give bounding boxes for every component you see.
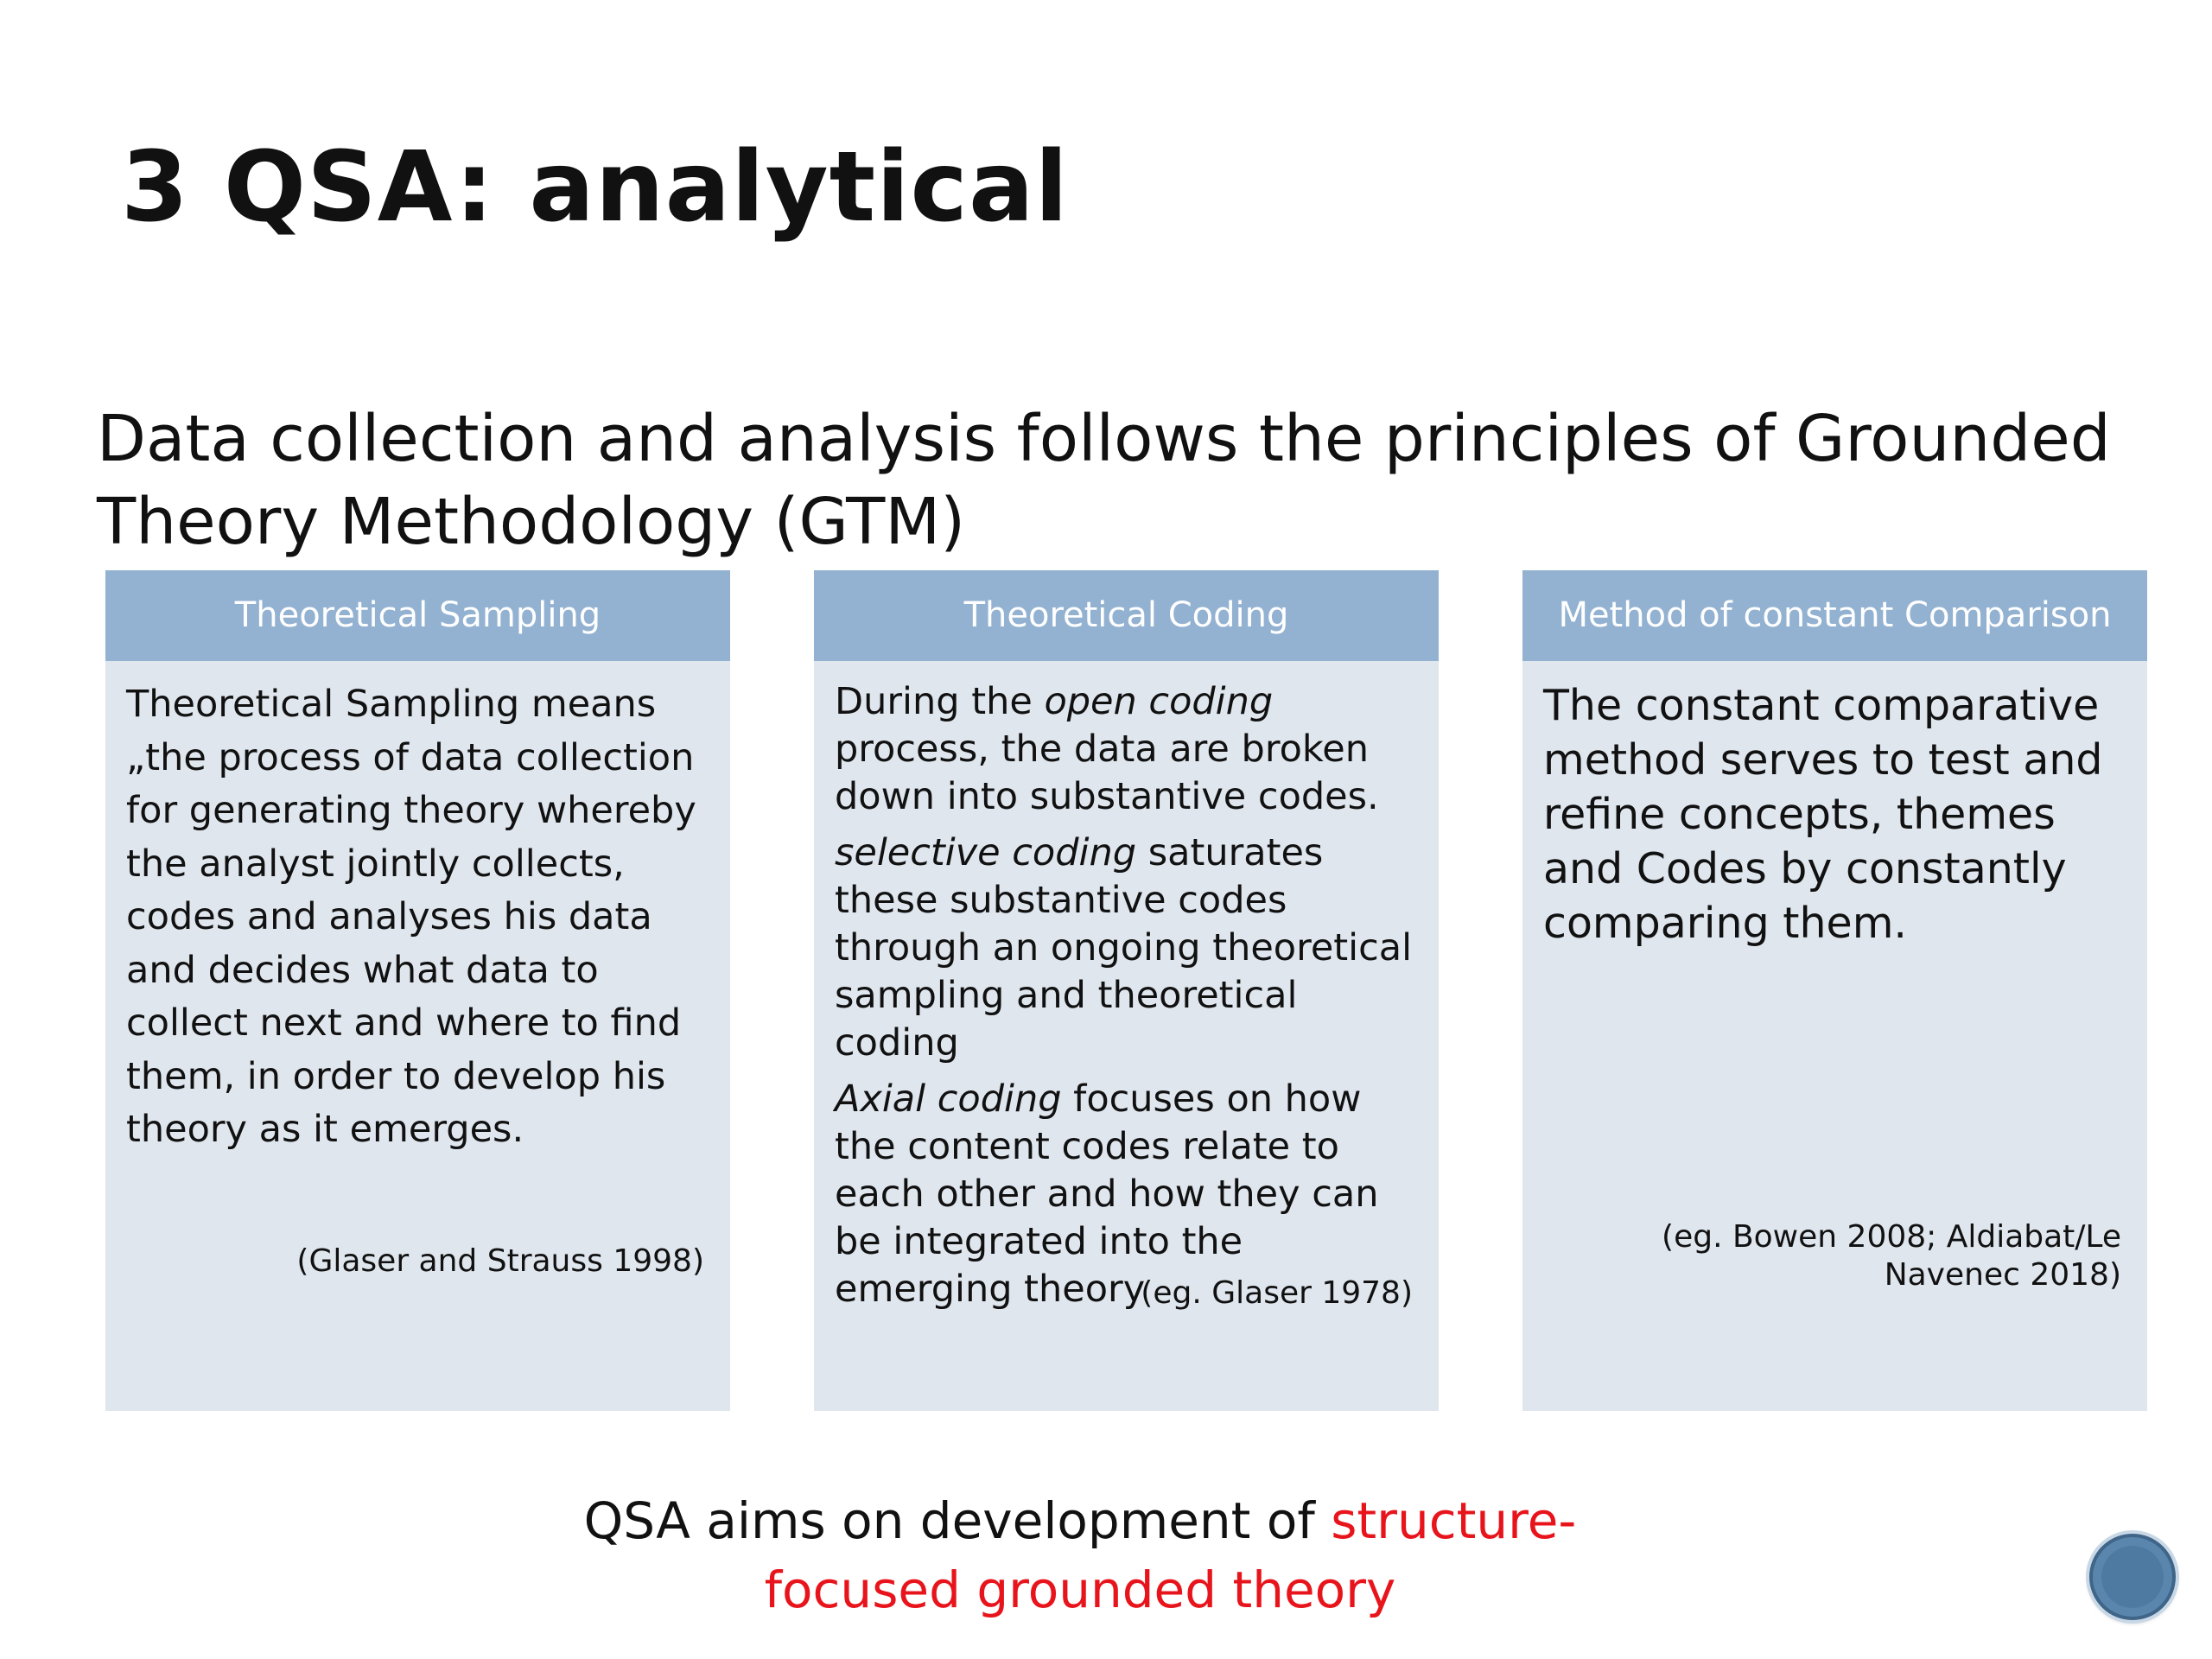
paragraph-open-coding — [835, 678, 1418, 821]
box-text: The constant comparative method serves to test and refine concepts, themes and Codes by constantly comparing them. — [1543, 681, 2103, 948]
text-fragment: process, the data are broken down into substantive codes. — [835, 728, 1379, 818]
term-axial-coding: Axial coding — [835, 1077, 1062, 1121]
box-header: Method of constant Comparison — [1522, 570, 2147, 661]
box-header: Theoretical Coding — [814, 570, 1439, 661]
box-theoretical-coding — [814, 570, 1439, 1411]
box-citation: (Glaser and Strauss 1998) — [296, 1243, 704, 1279]
text-fragment: focuses on how the content codes relate to each other and how they can be integrated into the emerging theory — [835, 1077, 1379, 1311]
box-body — [1543, 678, 2126, 950]
box-constant-comparison — [1522, 570, 2147, 1411]
box-header: Theoretical Sampling — [105, 570, 730, 661]
box-text: Theoretical Sampling means „the process of data collection for generating theory whereby the analyst jointly collects, codes and analyses his data and decides what data to collect next and where to find them, in order to develop his theory as it emerges. — [126, 683, 696, 1151]
circle-icon — [2101, 1546, 2164, 1608]
box-citation: (eg. Glaser 1978) — [1141, 1275, 1413, 1311]
slide-title: 3 QSA: analytical — [121, 131, 1069, 244]
footer-highlight: structure-focused grounded theory — [764, 1491, 1577, 1619]
box-citation: (eg. Bowen 2008; Aldiabat/Le Navenec 2018) — [1662, 1219, 2121, 1293]
term-selective-coding: selective coding — [835, 831, 1137, 874]
box-body — [126, 678, 709, 1157]
slide-nav-button[interactable] — [2089, 1534, 2176, 1620]
text-fragment: During the — [835, 680, 1045, 723]
term-open-coding: open coding — [1044, 680, 1274, 723]
paragraph-selective-coding — [835, 830, 1418, 1067]
slide-footer — [518, 1486, 1642, 1624]
text-fragment: saturates these substantive codes through an ongoing theoretical sampling and theoretical coding — [835, 831, 1413, 1065]
slide-subtitle: Data collection and analysis follows the principles of Grounded Theory Methodology (GTM) — [97, 402, 2111, 559]
footer-text: QSA aims on development of — [583, 1491, 1332, 1550]
box-body — [835, 678, 1418, 1322]
box-theoretical-sampling — [105, 570, 730, 1411]
